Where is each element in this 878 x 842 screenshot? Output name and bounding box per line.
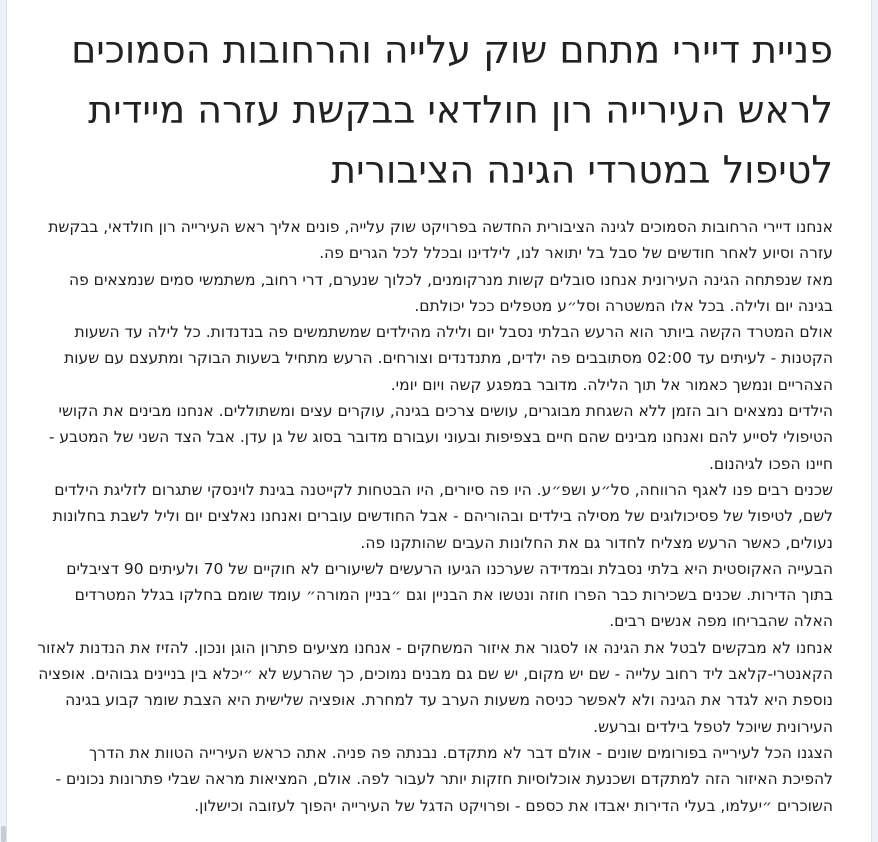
petition-page [6,0,872,842]
paragraph-complaints: שכנים רבים פנו לאגף הרווחה, סל״ע ושפ״ע. היו פה סיורים, היו הבטחות לקייטנה בגינת לוינסקי שתגרום לזליגת הילדים לשם, לטיפול של פסיכולוגים של מסילה בילדים ובהוריהם - אבל החודשים עוברים ואנחנו נאלצים יום וליל לשבת בחלונות נעולים, כאשר הרעש מצליח לחדור גם את החלונות העבים שהותקנו פה. [52,480,833,552]
article-body [35,214,833,819]
paragraph-noise: אולם המטרד הקשה ביותר הוא הרעש הבלתי נסבל יום ולילה מהילדים שמשתמשים פה בנדנדות. כל לילה עד השעות הקטנות - לעיתים עד 02:00 מסתובבים פה ילדים, מתנדנדים וצורחים. הרעש מתחיל בשעות הבוקר ומתעצם עם שעות הצהריים ונמשך כאמור אל תוך הלילה. מדובר במפגע קשה ויום יומי. [64,323,833,394]
paragraph-intro: אנחנו דיירי הרחובות הסמוכים לגינה הציבורית החדשה בפרויקט שוק עלייה, פונים אליך ראש העירייה רון חולדאי, בבקשת עזרה וסיוע לאחר חודשים של סבל בל יתואר לנו, לילדינו ובכלל לכל הגרים פה. [48,218,833,263]
paragraph-conclusion: הצגנו הכל לעירייה בפורומים שונים - אולם דבר לא מתקדם. נבנתה פה פניה. אתה כראש העירייה הטוות את הדרך להפיכת האיזור הזה למתקדם ושכנעת אוכלוסיות חזקות יותר לעבור לפה. אולם, המציאות מראה שבלי פתרונות נכונים - השוכרים ״יעלמו, בעלי הדירות יאבדו את כספם - ופרויקט הדגל של העירייה יהפוך לעזובה וכישלון. [55,743,833,815]
paragraph-acoustics: הבעייה האקוסטית היא בלתי נסבלת ובמדידה שערכנו הגיעו הרעשים לשיעורים לא חוקיים של 70 ולעיתים 90 דציבלים בתוך הדירות. שכנים בשכירות כבר הפרו חוזה ונטשו את הבניין וגם ״בניין המורה״ עומד שומם בחלקו בגלל המטרדים האלה שהבריחו מפה אנשים רבים. [66,559,833,631]
paragraph-nuisances: מאז שנפתחה הגינה העירונית אנחנו סובלים קשות מנרקומנים, לכלוך שנערם, דרי רחוב, משתמשי סמים שנמצאים פה בגינה יום ולילה. בכל אלו המשטרה וסל״ע מטפלים ככל יכולתם. [68,270,833,315]
paragraph-children: הילדים נמצאים רוב הזמן ללא השגחת מבוגרים, עושים צרכים בגינה, עוקרים עצים ומשתוללים. אנחנו מבינים את הקושי הטיפולי לסייע להם ואנחנו מבינים שהם חיים בצפיפות ובעוני ועבורם מדובר בסוג של גן עדן. אבל הצד השני של המטבע - חיינו הפכו לגיהנום. [48,402,833,473]
page-title: פניית דיירי מתחם שוק עלייה והרחובות הסמוכים לראש העירייה רון חולדאי בבקשת עזרה מיידית לטיפול במטרדי הגינה הציבורית [71,28,833,192]
paragraph-solutions: אנחנו לא מבקשים לבטל את הגינה או לסגור את איזור המשחקים - אנחנו מציעים פתרון הוגן ונכון. להזיז את הנדנות לאזור הקאנטרי-קלאב ליד רחוב עלייה - שם יש מקום, יש שם גם מבנים נמוכים, כך שהרעש לא ״יכלא בין בניינים גבוהים. אופציה נוספת היא לגדר את הגינה ולא לאפשר כניסה משעות הערב עד למחרת. אופציה שלישית היא הצבת שומר קבוע בגינה העירונית שיוכל לטפל בילדים וברעש. [37,638,833,736]
scrollbar-thumb[interactable] [1,826,6,842]
